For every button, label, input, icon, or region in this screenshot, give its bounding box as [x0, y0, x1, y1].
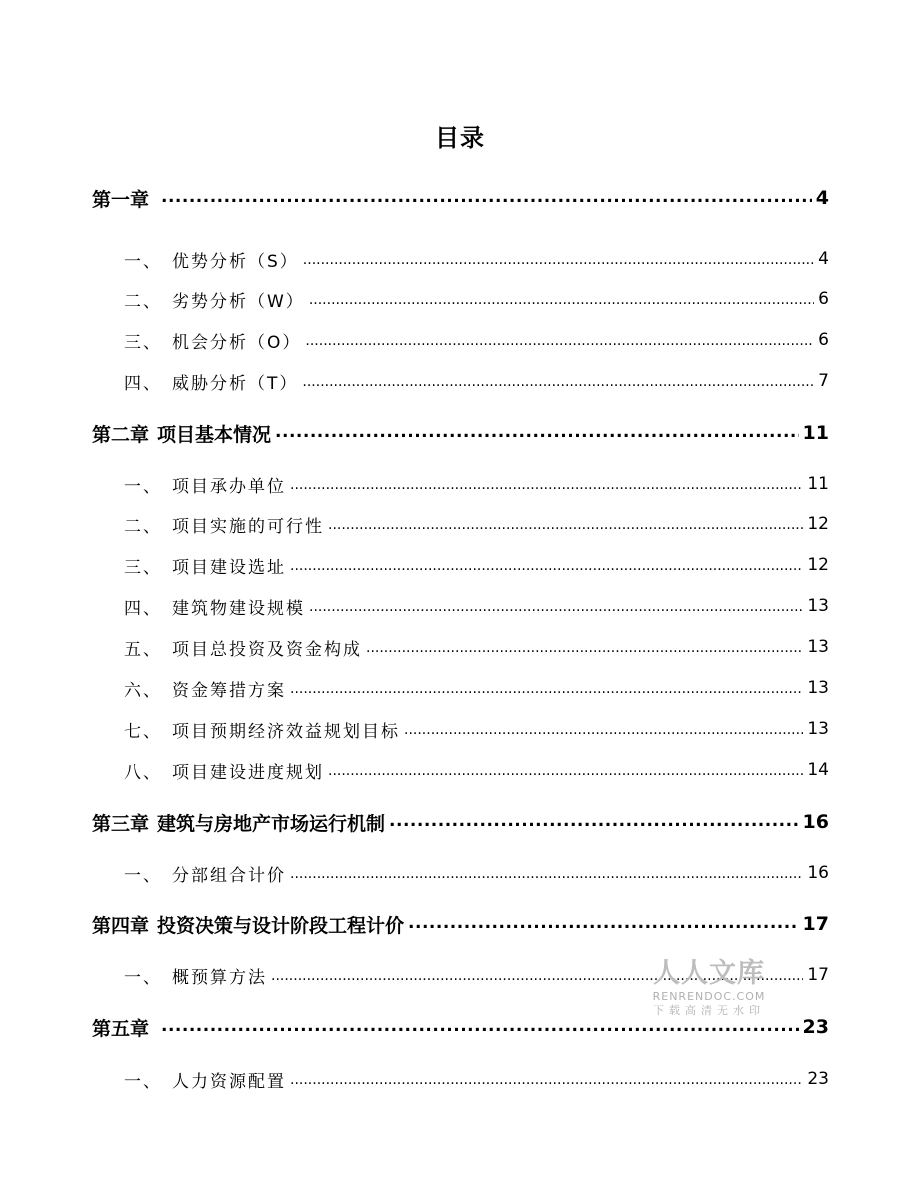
toc-entry-section[interactable] — [92, 244, 829, 274]
toc-entry-title: 优势分析（S） — [172, 251, 299, 272]
dot-leader — [275, 418, 799, 448]
toc-entry-section[interactable] — [92, 673, 829, 703]
toc-entry-section[interactable] — [92, 1064, 829, 1094]
toc-entry-title: 资金筹措方案 — [172, 680, 286, 701]
dot-leader — [404, 714, 803, 744]
toc-entry-chapter-1[interactable] — [92, 183, 829, 213]
dot-leader — [290, 1064, 803, 1094]
toc-entry-chapter-4[interactable] — [92, 909, 829, 939]
toc-entry-number: 三、 — [124, 557, 162, 578]
dot-leader — [408, 909, 799, 939]
toc-entry-page: 13 — [807, 637, 829, 657]
watermark-tagline: 下载高清无水印 — [653, 1004, 765, 1017]
toc-entry-title: 项目承办单位 — [172, 476, 286, 497]
page-title: 目录 — [435, 124, 485, 152]
toc-entry-number: 第一章 — [92, 188, 150, 211]
toc-entry-title: 项目基本情况 — [157, 423, 272, 446]
dot-leader — [389, 807, 799, 837]
toc-entry-page: 16 — [802, 811, 829, 833]
dot-leader — [328, 755, 803, 785]
toc-entry-title: 项目建设选址 — [172, 557, 286, 578]
toc-entry-number: 六、 — [124, 680, 162, 701]
toc-entry-title: 建筑物建设规模 — [172, 598, 305, 619]
toc-entry-chapter-2[interactable] — [92, 418, 829, 448]
toc-entry-page: 13 — [807, 596, 829, 616]
toc-entry-title: 建筑与房地产市场运行机制 — [157, 812, 386, 835]
toc-entry-title: 威胁分析（T） — [172, 373, 299, 394]
toc-entry-chapter-3[interactable] — [92, 807, 829, 837]
toc-entry-section[interactable] — [92, 714, 829, 744]
toc-entry-number: 八、 — [124, 762, 162, 783]
toc-entry-page: 4 — [818, 249, 829, 269]
toc-entry-section[interactable] — [92, 325, 829, 355]
toc-entry-number: 一、 — [124, 251, 162, 272]
toc-entry-title: 项目建设进度规划 — [172, 762, 324, 783]
toc-entry-number: 二、 — [124, 516, 162, 537]
toc-entry-section[interactable] — [92, 858, 829, 888]
dot-leader — [302, 366, 814, 396]
dot-leader — [305, 325, 814, 355]
toc-entry-number: 第四章 — [92, 914, 150, 937]
toc-entry-number: 一、 — [124, 865, 162, 886]
toc-entry-page: 6 — [818, 289, 829, 309]
toc-entry-number: 四、 — [124, 598, 162, 619]
dot-leader — [303, 244, 814, 274]
toc-entry-page: 23 — [807, 1069, 829, 1089]
toc-entry-title: 分部组合计价 — [172, 865, 286, 886]
dot-leader — [309, 591, 803, 621]
toc-entry-page: 7 — [818, 371, 829, 391]
toc-entry-page: 14 — [807, 760, 829, 780]
toc-entry-section[interactable] — [92, 366, 829, 396]
toc-entry-title: 项目预期经济效益规划目标 — [172, 721, 400, 742]
toc-entry-page: 11 — [807, 474, 829, 494]
toc-entry-page: 11 — [802, 422, 829, 444]
toc-entry-title: 项目实施的可行性 — [172, 516, 324, 537]
toc-entry-title: 投资决策与设计阶段工程计价 — [157, 914, 405, 937]
toc-entry-number: 第五章 — [92, 1017, 150, 1040]
toc-entry-title: 劣势分析（W） — [172, 291, 305, 312]
toc-entry-page: 23 — [802, 1016, 829, 1038]
toc-entry-title: 人力资源配置 — [172, 1071, 286, 1092]
toc-entry-page: 17 — [802, 913, 829, 935]
toc-entry-section[interactable] — [92, 509, 829, 539]
toc-entry-page: 17 — [807, 965, 829, 985]
toc-entry-number: 七、 — [124, 721, 162, 742]
toc-entry-number: 二、 — [124, 291, 162, 312]
toc-entry-number: 三、 — [124, 332, 162, 353]
toc-entry-section[interactable] — [92, 632, 829, 662]
toc-entry-section[interactable] — [92, 755, 829, 785]
toc-entry-page: 13 — [807, 719, 829, 739]
dot-leader — [290, 550, 803, 580]
toc-entry-number: 一、 — [124, 1071, 162, 1092]
toc-entry-section[interactable] — [92, 591, 829, 621]
toc-entry-number: 第三章 — [92, 812, 150, 835]
watermark-site: RENRENDOC.COM — [652, 990, 766, 1003]
toc-entry-page: 13 — [807, 678, 829, 698]
toc-entry-page: 4 — [815, 187, 829, 209]
toc-entry-page: 16 — [807, 863, 829, 883]
watermark — [646, 958, 772, 1022]
toc-entry-section[interactable] — [92, 284, 829, 314]
toc-entry-title: 机会分析（O） — [172, 332, 302, 353]
toc-entry-section[interactable] — [92, 469, 829, 499]
toc-entry-number: 四、 — [124, 373, 162, 394]
watermark-logo: 人人文库 — [653, 958, 765, 989]
dot-leader — [290, 858, 803, 888]
dot-leader — [366, 632, 803, 662]
toc-entry-section[interactable] — [92, 550, 829, 580]
toc-entry-number: 五、 — [124, 639, 162, 660]
toc-entry-title: 概预算方法 — [172, 967, 267, 988]
toc-entry-number: 一、 — [124, 476, 162, 497]
dot-leader — [161, 183, 812, 213]
dot-leader — [290, 673, 803, 703]
dot-leader — [309, 284, 814, 314]
toc-entry-page: 6 — [818, 330, 829, 350]
dot-leader — [290, 469, 803, 499]
toc-entry-page: 12 — [807, 514, 829, 534]
toc-entry-number: 一、 — [124, 967, 162, 988]
toc-entry-number: 第二章 — [92, 423, 150, 446]
toc-entry-page: 12 — [807, 555, 829, 575]
toc-entry-title: 项目总投资及资金构成 — [172, 639, 362, 660]
dot-leader — [328, 509, 803, 539]
